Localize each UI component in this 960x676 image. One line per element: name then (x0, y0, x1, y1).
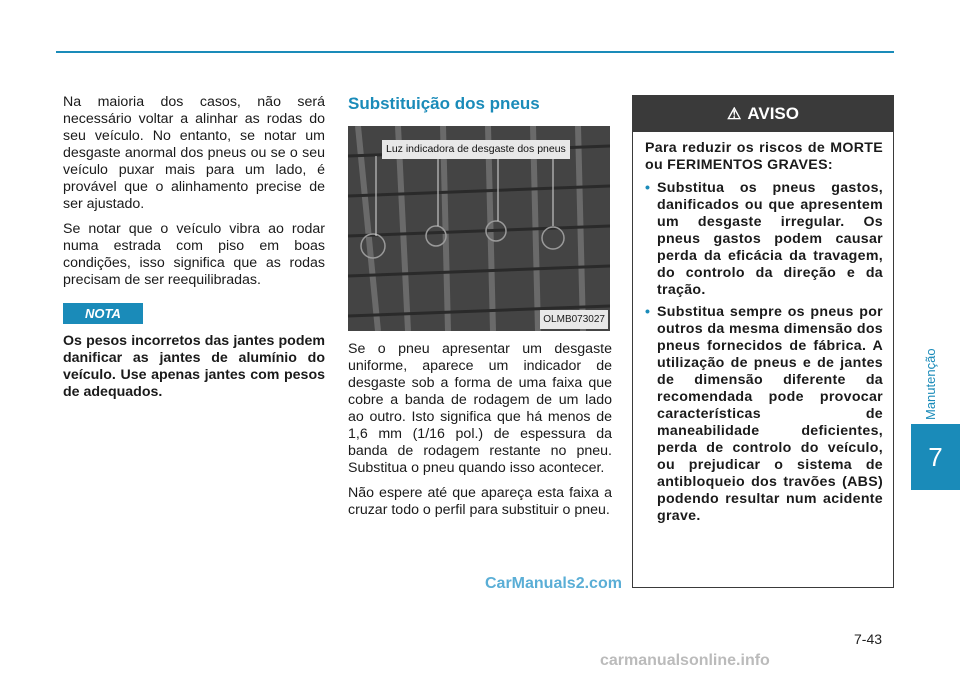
section-title: Substituição dos pneus (348, 94, 540, 113)
chapter-side-label: Manutenção (923, 348, 938, 420)
note-badge: NOTA (63, 303, 143, 324)
paragraph: Se o pneu apresentar um desgaste uniforme, aparece um indicador de desgaste sob a forma de uma faixa que cobre a banda de rodagem de um lado ao outro. Isto significa que há menos de 1,6 mm (1/16 pol.) de espessura da banda de rodagem restante no pneu. Substitua o pneu quando isso acontecer. (348, 341, 612, 476)
warning-triangle-icon: ⚠ (727, 106, 742, 123)
tire-tread-image (348, 126, 610, 331)
paragraph: Não espere até que apareça esta faixa a cruzar todo o perfil para substituir o pneu. (348, 485, 612, 518)
warning-title: AVISO (747, 104, 799, 123)
warning-box (632, 95, 894, 588)
note-label-row (63, 303, 325, 323)
warning-body (633, 132, 893, 525)
warning-list (645, 180, 883, 525)
watermark: CarManuals2.com (485, 575, 622, 592)
image-caption-label: Luz indicadora de desgaste dos pneus (382, 140, 570, 159)
page-number: 7-43 (854, 631, 883, 647)
warning-item: • Substitua sempre os pneus por outros da mesma dimensão dos pneus fornecidos de fábrica. A utilização de pneus e de jantes de dimensão diferente da recomendada pode provocar características de maneabilidade deficientes, perda de controlo do veículo, ou prejudicar o sistema de antibloqueio dos travões (ABS) podendo resultar num acidente grave. (645, 304, 883, 525)
image-code: OLMB073027 (540, 310, 608, 329)
footer-watermark: carmanualsonline.info (600, 652, 770, 669)
warning-header (633, 96, 893, 132)
middle-column (348, 94, 612, 527)
note-text: Os pesos incorretos das jantes podem danificar as jantes de alumínio do veículo. Use apenas jantes com pesos de adequados. (63, 333, 325, 400)
warning-item: • Substitua os pneus gastos, danificados ou que apresentem um desgaste irregular. Os pneus gastos podem causar perda da eficácia da travagem, do controlo da direção e da tração. (645, 180, 883, 299)
chapter-tab: 7 (911, 424, 960, 490)
paragraph: Se notar que o veículo vibra ao rodar numa estrada com piso em boas condições, isso significa que as rodas precisam de ser reequilibradas. (63, 221, 325, 288)
header-rule (56, 51, 894, 53)
left-column (63, 94, 325, 409)
warning-intro: Para reduzir os riscos de MORTE ou FERIMENTOS GRAVES: (645, 140, 883, 173)
paragraph: Na maioria dos casos, não será necessário voltar a alinhar as rodas do seu veículo. No entanto, se notar um desgaste anormal dos pneus ou se o seu veículo puxar mais para um lado, é provável que o alinhamento precise de ser ajustado. (63, 94, 325, 212)
